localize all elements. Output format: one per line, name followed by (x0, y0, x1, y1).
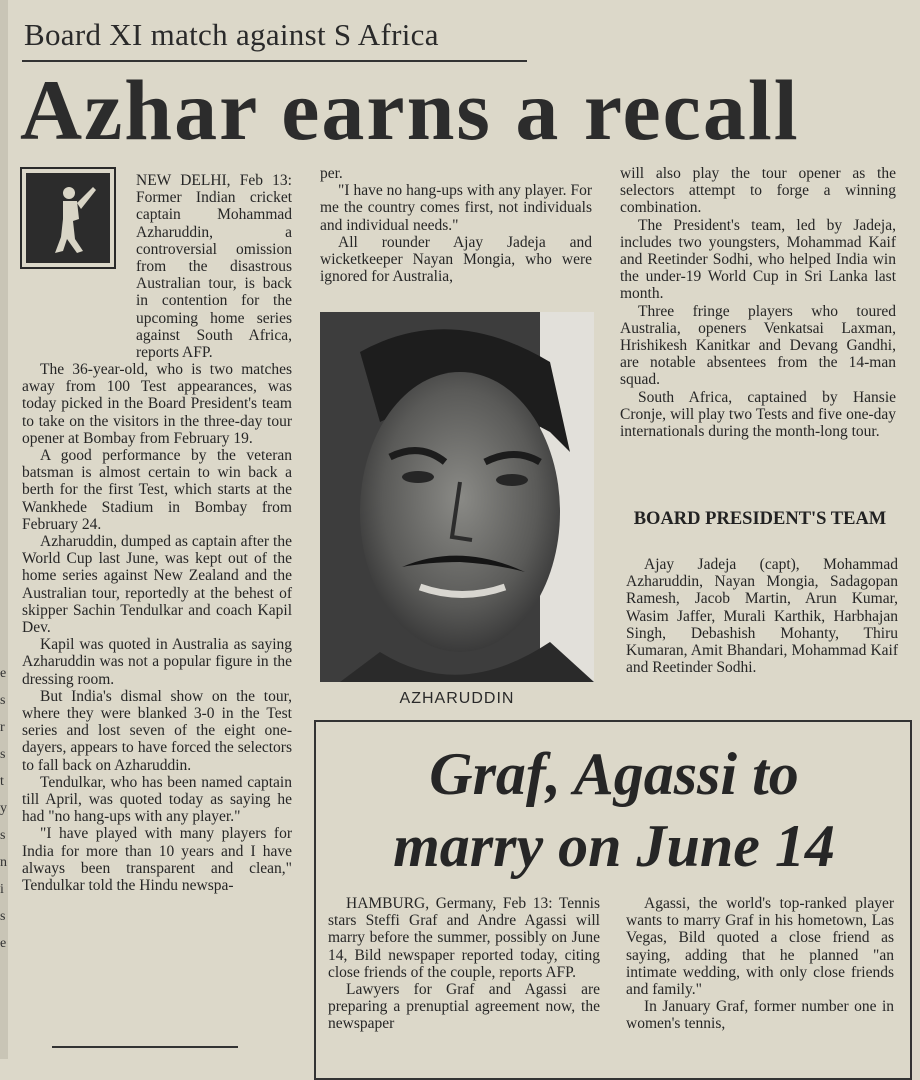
story-column-2 (320, 165, 592, 285)
paragraph: Ajay Jadeja (capt), Mohammad Azharuddin, Nayan Mongia, Sadagopan Ramesh, Jacob Martin, Arun Kumar, Wasim Jaffer, Murali Karthik, Harbhajan Singh, Debashish Mohanty, Thiru Kumaran, Amit Bhandari, Mohammad Kaif and Reetinder Sodhi. (626, 556, 898, 677)
portrait-photo (320, 312, 594, 682)
paragraph: Agassi, the world's top-ranked player wants to marry Graf in his hometown, Las Vegas, Bild quoted a close friend as saying, adding that he planned "an intimate wedding, with only close friends and family." (626, 895, 894, 999)
paragraph: will also play the tour opener as the selectors attempt to forge a winning combination. (620, 165, 896, 217)
graf-headline-line2: marry on June 14 (393, 813, 835, 879)
paragraph: Kapil was quoted in Australia as saying Azharuddin was not a popular figure in the dressing room. (22, 636, 292, 688)
cricket-batsman-icon (20, 167, 116, 269)
photo-caption: AZHARUDDIN (399, 690, 515, 707)
graf-headline-line1: Graf, Agassi to (429, 741, 799, 807)
paragraph: The 36-year-old, who is two matches away from 100 Test appearances, was today picked in the Board President's team to take on the visitors in the three-day tour opener at Bombay from February 19. (22, 361, 292, 447)
paragraph: The President's team, led by Jadeja, includes two youngsters, Mohammad Kaif and Reetinder Sodhi, who helped India win the under-19 World Cup in Sri Lanka last month. (620, 216, 896, 303)
graf-column-right (626, 895, 894, 1033)
margin-letter: e (0, 936, 7, 951)
paragraph: In January Graf, former number one in women's tennis, (626, 998, 894, 1033)
paragraph: Three fringe players who toured Australia, openers Venkatsai Laxman, Hrishikesh Kanitkar and Devang Gandhi, are notable absentees from the 14-man squad. (620, 302, 896, 389)
paragraph: per. (320, 165, 343, 182)
team-heading: BOARD PRESIDENT'S TEAM (633, 509, 887, 529)
margin-letter: n (0, 855, 7, 870)
margin-letter: s (0, 909, 6, 924)
margin-letter: t (0, 774, 4, 789)
margin-letter: s (0, 747, 6, 762)
paragraph: South Africa, captained by Hansie Cronje, will play two Tests and five one-day internationals during the month-long tour. (620, 388, 896, 441)
margin-letter: r (0, 720, 5, 735)
paragraph: But India's dismal show on the tour, where they were blanked 3-0 in the Test series and lost seven of the eight one-dayers, appears to have forced the selectors to fall back on Azharuddin. (22, 687, 292, 774)
headline: Azhar earns a recall (20, 62, 800, 158)
margin-letter: s (0, 693, 6, 708)
graf-headline (322, 738, 906, 882)
margin-letter: y (0, 801, 7, 816)
story-column-1 (136, 172, 292, 361)
margin-letter: e (0, 666, 7, 681)
story-column-3 (620, 165, 896, 440)
paragraph: "I have no hang-ups with any player. For me the country comes first, not individuals and individual needs." (320, 182, 592, 234)
graf-column-left (328, 895, 600, 1033)
team-list (626, 556, 898, 676)
paragraph: NEW DELHI, Feb 13: Former Indian cricket captain Mohammad Azharuddin, a controversial omission from the disastrous Australian tour, is back in contention for the upcoming home series against South Africa, reports AFP. (136, 172, 292, 362)
story-column-1-body (22, 361, 292, 894)
bottom-rule (52, 1046, 238, 1048)
paragraph: Azharuddin, dumped as captain after the World Cup last June, was kept out of the home series against New Zealand and the Australian tour, reportedly at the behest of skipper Sachin Tendulkar and coach Kapil Dev. (22, 533, 292, 637)
margin-letter: i (0, 882, 4, 897)
margin-letter: s (0, 828, 6, 843)
paragraph: "I have played with many players for India for more than 10 years and I have always been transparent and clean," Tendulkar told the Hindu newspa- (22, 825, 292, 895)
margin-letters (0, 660, 10, 957)
kicker: Board XI match against S Africa (24, 17, 439, 52)
paragraph: HAMBURG, Germany, Feb 13: Tennis stars Steffi Graf and Andre Agassi will marry before the summer, possibly on June 14, Bild newspaper reported today, citing close friends of the couple, reports AFP. (328, 895, 600, 981)
paragraph: All rounder Ajay Jadeja and wicketkeeper Nayan Mongia, who were ignored for Australia, (320, 233, 592, 286)
paragraph: Lawyers for Graf and Agassi are preparing a prenuptial agreement now, the newspaper (328, 981, 600, 1033)
paragraph: Tendulkar, who has been named captain till April, was quoted today as saying he had "no hang-ups with any player." (22, 773, 292, 826)
paragraph: A good performance by the veteran batsman is almost certain to win back a berth for the first Test, which starts at the Wankhede Stadium in Bombay from February 24. (22, 447, 292, 533)
